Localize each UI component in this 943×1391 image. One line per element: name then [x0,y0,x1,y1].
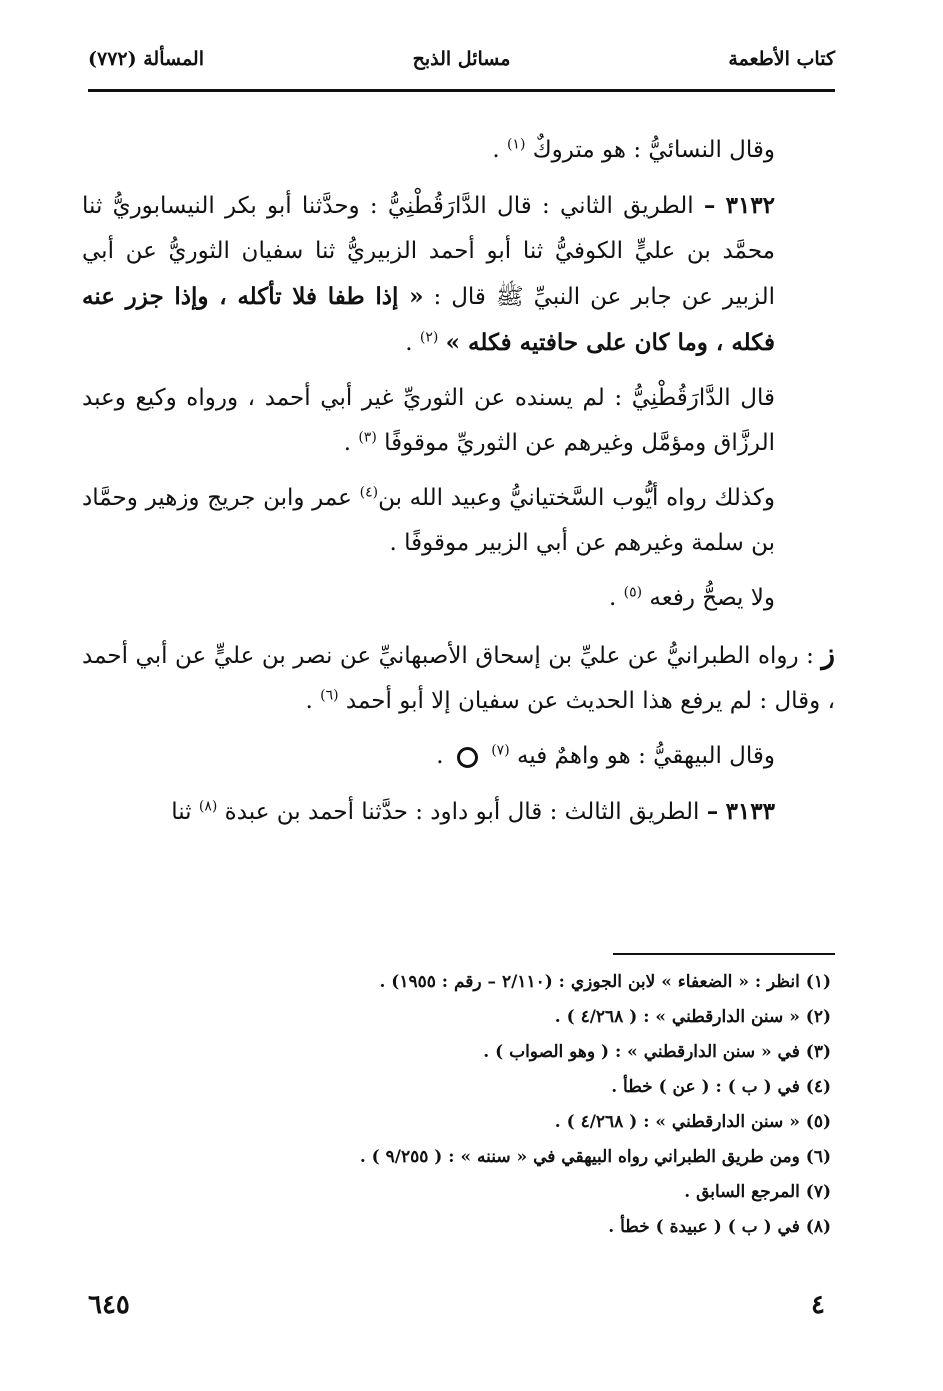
zay-mark: ز [821,637,835,670]
paragraph-text: وقال البيهقيُّ : هو واهمٌ فيه [516,743,775,769]
end-of-issue-circle-icon [457,747,478,768]
main-text [82,128,835,845]
chapter-title: مسائل الذبح [412,48,511,70]
period: . [305,688,313,714]
paragraph-3133 [82,789,835,835]
volume-number: ٤ [811,1290,825,1320]
hadith-number: ٣١٣٣ [725,798,775,825]
period: . [492,137,500,163]
paragraph-text: الطريق الثالث : قال أبو داود : حدَّثنا أحمد بن عبدة [224,799,700,825]
period: . [609,585,617,611]
footnote-ref: (١) [506,136,526,153]
paragraph-daraqutni [82,376,835,466]
paragraph-zawaid [82,631,835,724]
header-rule [88,89,835,92]
running-head [88,48,835,84]
paragraph-3132 [82,183,835,366]
footnote-8: (٨) في ( ب ) ( عبيدة ) خطأ . [608,1217,831,1237]
dash: – [706,798,719,825]
period: . [343,430,352,456]
page-footer [88,1290,835,1330]
footnote-ref: (٨) [198,798,218,815]
footnote-6: (٦) ومن طريق الطبراني رواه البيهقي في « سننه » : ( ٩/٢٥٥ ) . [359,1147,831,1167]
footnote-rule [613,953,835,955]
paragraph-text: عمر وابن جريج وزهير وحمَّاد بن سلمة وغيرهم عن أبي الزبير موقوفًا . [82,485,775,556]
paragraph-text: قال الدَّارَقُطْنِيُّ : لم يسنده عن الثوريِّ غير أبي أحمد ، ورواه وكيع وعبد الرزَّاق ومؤمَّل وغيرهم عن الثوريِّ موقوفًا [82,385,775,456]
period: . [436,743,444,769]
paragraph-text: ولا يصحُّ رفعه [649,585,775,611]
footnote-7: (٧) المرجع السابق . [684,1182,831,1202]
paragraph-ayyub [82,476,835,566]
page-number: ٦٤٥ [88,1290,130,1320]
footnote-5: (٥) « سنن الدارقطني » : ( ٤/٢٦٨ ) . [554,1112,831,1132]
paragraph-text: وقال النسائيُّ : هو متروكٌ [532,137,775,163]
footnote-2: (٢) « سنن الدارقطني » : ( ٤/٢٦٨ ) . [554,1007,831,1027]
issue-number: المسألة (٧٧٢) [88,48,204,70]
footnote-1: (١) انظر : « الضعفاء » لابن الجوزي : (٢/١١٠ – رقم : ١٩٥٥) . [379,972,831,992]
footnotes [82,965,831,1245]
book-title: كتاب الأطعمة [728,48,835,70]
paragraph-text: ثنا [171,799,192,825]
dash: – [703,192,716,219]
footnote-3: (٣) في « سنن الدارقطني » : ( وهو الصواب ) . [483,1042,831,1062]
paragraph-text: الطريق الثاني : قال الدَّارَقُطْنِيُّ : وحدَّثنا أبو بكر النيسابوريُّ ثنا محمَّد بن عليٍّ الكوفيُّ ثنا أبو أحمد الزبيريُّ ثنا سفيان الثوريُّ عن أبي الزبير عن جابر عن النبيِّ ﷺ قال : [82,193,775,310]
paragraph-raf [82,576,835,621]
period: . [405,330,413,356]
paragraph-bayhaqi [82,734,835,779]
footnote-ref: (٢) [419,329,439,346]
paragraph-nasai [82,128,835,173]
hadith-quote: « إذا طفا فلا تأكله ، وإذا جزر عنه فكله ، وما كان على حافتيه فكله » [82,283,775,356]
paragraph-text: : رواه الطبرانيُّ عن عليِّ بن إسحاق الأصبهانيِّ عن نصر بن عليٍّ عن أبي أحمد ، وقال : لم يرفع هذا الحديث عن سفيان إلا أبو أحمد [82,643,835,714]
footnote-ref: (٦) [320,687,339,704]
footnote-ref: (٥) [623,584,643,601]
footnote-ref: (٣) [358,429,377,446]
footnote-ref: (٤) [359,484,379,501]
footnote-4: (٤) في ( ب ) : ( عن ) خطأ . [611,1077,831,1097]
footnote-ref: (٧) [491,742,510,759]
paragraph-text: وكذلك رواه أيُّوب السَّختيانيُّ وعبيد الله بن [378,485,775,511]
hadith-number: ٣١٣٢ [725,192,776,219]
